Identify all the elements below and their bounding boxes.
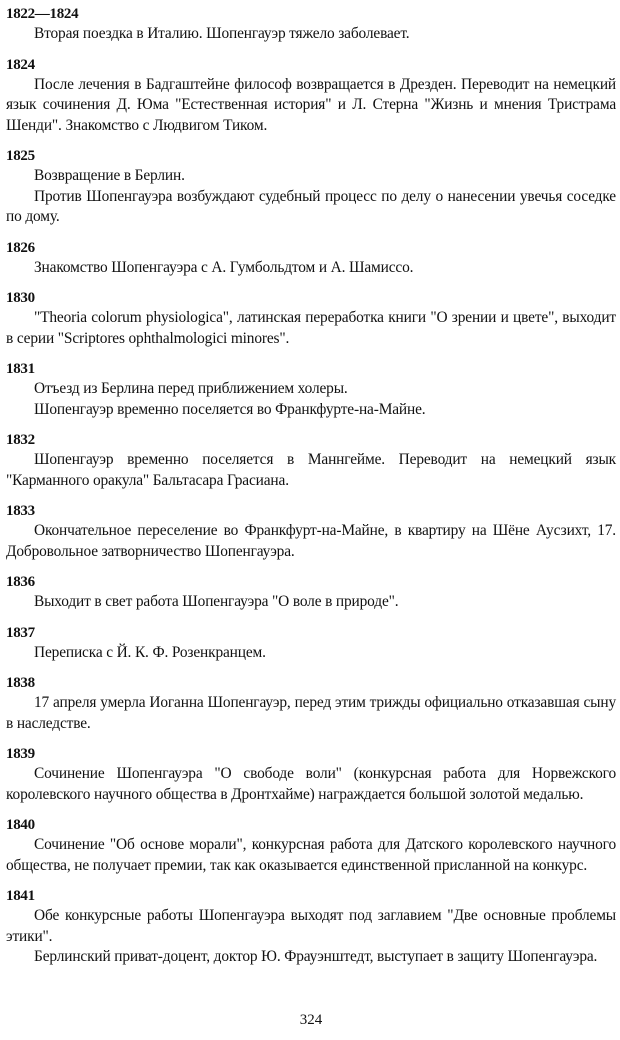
chronology-entry [6,359,616,420]
entry-year: 1824 [6,56,35,73]
chronology-entry [6,623,616,664]
chronology-entry [6,4,616,45]
entry-text: Шопенгауэр временно поселяется во Франкфурте-на-Майне. [34,400,426,418]
chronology-entry [6,673,616,734]
chronology-entry [6,744,616,805]
entry-text: После лечения в Бадгаштейне философ возвращается в Дрезден. Переводит на немецкий язык сочинения Д. Юма "Естественная история" и Л. Стерна "Жизнь и мнения Тристрама Шенди". Знакомство с Людвигом Тиком. [6,75,616,134]
entry-text: Окончательное переселение во Франкфурт-на-Майне, в квартиру на Шёне Аусзихт, 17. Добровольное затворничество Шопенгауэра. [6,522,616,560]
entry-text: 17 апреля умерла Иоганна Шопенгауэр, перед этим трижды официально отказавшая сыну в наследстве. [6,694,616,732]
chronology-entry [6,238,616,279]
entry-year: 1841 [6,888,35,904]
document-page [6,0,616,1040]
entry-text: Переписка с Й. К. Ф. Розенкранцем. [34,643,266,661]
entry-text: Сочинение "Об основе морали", конкурсная работа для Датского королевского научного общества, не получает премии, так как оказывается единственной присланной на конкурс. [6,836,616,874]
entry-text: Отъезд из Берлина перед приближением холеры. [34,380,348,397]
entry-text: Выходит в свет работа Шопенгауэра "О воле в природе". [34,593,399,610]
chronology-entry [6,572,616,613]
page-number: 324 [299,1012,323,1028]
entry-text: Обе конкурсные работы Шопенгауэра выходят под заглавием "Две основные проблемы этики". [6,907,616,945]
chronology-entry [6,146,616,228]
chronology-entry [6,55,616,137]
entry-year: 1836 [6,574,35,590]
entry-text: Против Шопенгауэра возбуждают судебный процесс по делу о нанесении увечья соседке по дому. [6,187,616,225]
entry-text: Берлинский приват-доцент, доктор Ю. Фрауэнштедт, выступает в защиту Шопенгауэра. [34,948,598,965]
entry-text: "Theoria colorum physiologica", латинская переработка книги "О зрении и цвете", выходит в серии "Scriptores ophthalmologici minores". [6,309,616,347]
entry-text: Возвращение в Берлин. [34,167,185,184]
entry-year: 1826 [6,239,35,256]
entry-text: Вторая поездка в Италию. Шопенгауэр тяжело заболевает. [34,25,410,42]
chronology-entry [6,815,616,876]
entry-year: 1838 [6,675,35,691]
entry-year: 1831 [6,361,35,377]
entry-year: 1833 [6,503,35,519]
chronology-entry [6,501,616,562]
entry-year: 1832 [6,432,35,448]
entry-text: Шопенгауэр временно поселяется в Маннгейме. Переводит на немецкий язык "Карманного оракула" Бальтасара Грасиана. [6,451,616,489]
chronology-list [6,4,616,978]
entry-year: 1837 [6,624,35,641]
entry-text: Сочинение Шопенгауэра "О свободе воли" (конкурсная работа для Норвежского королевского научного общества в Дронтхайме) награждается большой золотой медалью. [6,765,616,803]
entry-year: 1840 [6,817,35,833]
chronology-entry [6,430,616,491]
chronology-entry [6,886,616,968]
entry-year: 1822—1824 [6,6,79,22]
chronology-entry [6,288,616,349]
entry-year: 1839 [6,746,35,762]
entry-year: 1830 [6,290,35,306]
entry-text: Знакомство Шопенгауэра с А. Гумбольдтом и А. Шамиссо. [34,258,414,276]
entry-year: 1825 [6,148,35,164]
